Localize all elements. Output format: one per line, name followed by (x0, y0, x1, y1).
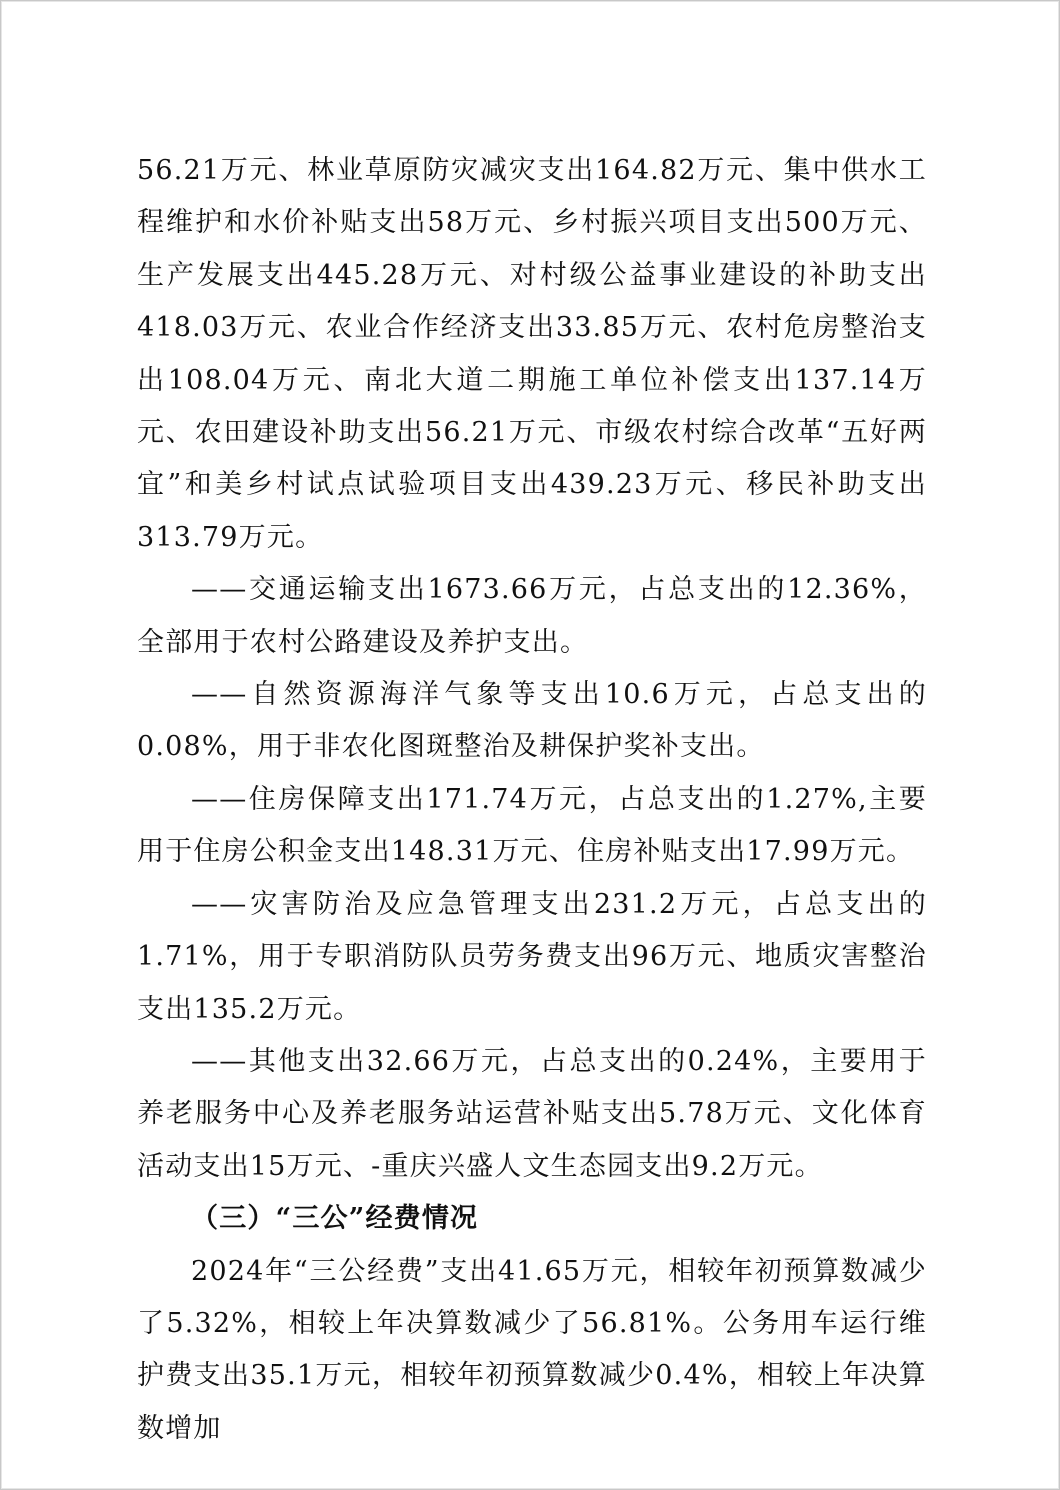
section-heading-three-public: （三）“三公”经费情况 (191, 1203, 479, 1235)
paragraph-disaster-prevention: ——灾害防治及应急管理支出231.2万元，占总支出的1.71%，用于专职消防队员劳务费支出96万元、地质灾害整治支出135.2万元。 (137, 888, 927, 1025)
paragraph-natural-resources: ——自然资源海洋气象等支出10.6万元，占总支出的0.08%，用于非农化图斑整治及耕保护奖补支出。 (137, 679, 927, 763)
paragraph-agriculture-continued: 56.21万元、林业草原防灾减灾支出164.82万元、集中供水工程维护和水价补贴支出58万元、乡村振兴项目支出500万元、生产发展支出445.28万元、对村级公益事业建设的补助支出418.03万元、农业合作经济支出33.85万元、农村危房整治支出108.04万元、南北大道二期施工单位补偿支出137.14万元、农田建设补助支出56.21万元、市级农村综合改革“五好两宜”和美乡村试点试验项目支出439.23万元、移民补助支出313.79万元。 (137, 155, 927, 553)
paragraph-other-expenses: ——其他支出32.66万元，占总支出的0.24%，主要用于养老服务中心及养老服务站运营补贴支出5.78万元、文化体育活动支出15万元、-重庆兴盛人文生态园支出9.2万元。 (137, 1045, 927, 1182)
paragraph-housing: ——住房保障支出171.74万元，占总支出的1.27%,主要用于住房公积金支出148.31万元、住房补贴支出17.99万元。 (137, 783, 927, 868)
document-body (137, 145, 927, 1455)
paragraph-transport: ——交通运输支出1673.66万元，占总支出的12.36%，全部用于农村公路建设及养护支出。 (137, 574, 927, 658)
paragraph-three-public-expenses: 2024年“三公经费”支出41.65万元，相较年初预算数减少了5.32%，相较上年决算数减少了56.81%。公务用车运行维护费支出35.1万元，相较年初预算数减少0.4%，相较上年决算数增加 (137, 1255, 927, 1444)
